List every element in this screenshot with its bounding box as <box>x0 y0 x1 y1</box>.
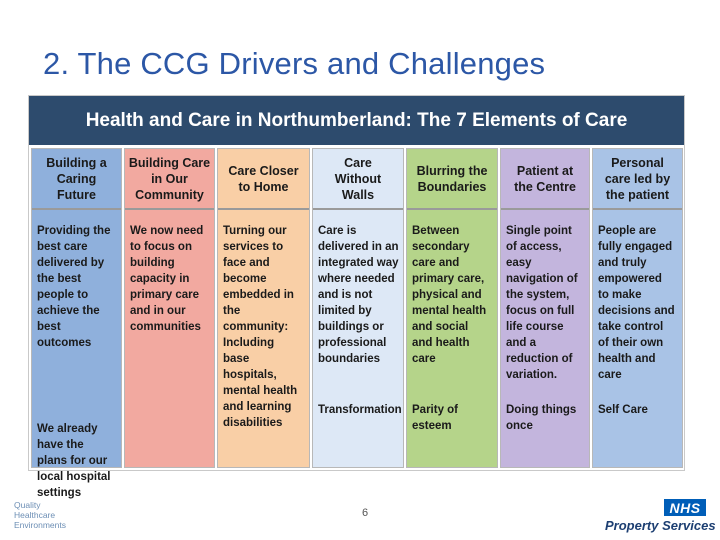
column-note: Self Care <box>598 404 648 416</box>
column-body: Providing the best care delivered by the best people to achieve the best outcomes <box>37 225 111 349</box>
column-building-care-in-our-community <box>124 148 215 468</box>
column-heading: Building Care in Our Community <box>125 149 214 210</box>
column-heading: Patient at the Centre <box>501 149 589 210</box>
table-header: Health and Care in Northumberland: The 7 Elements of Care <box>29 96 684 145</box>
column-body: Turning our services to face and become embedded in the community: Including base hospitals, mental health and learning disabilities <box>223 225 298 429</box>
column-heading: Care Closer to Home <box>218 149 309 210</box>
column-body: Care is delivered in an integrated way where needed and is not limited by buildings or professional boundaries <box>318 225 399 365</box>
slide-title: 2. The CCG Drivers and Challenges <box>43 46 546 81</box>
column-body: People are fully engaged and truly empowered to make decisions and take control of their own health and care <box>598 225 675 381</box>
column-personal-care-led-by-the-patient <box>592 148 683 468</box>
column-heading: Care Without Walls <box>313 149 403 210</box>
column-blurring-the-boundaries <box>406 148 498 468</box>
column-note: Transformation <box>318 404 402 416</box>
column-care-without-walls <box>312 148 404 468</box>
column-heading: Blurring the Boundaries <box>407 149 497 210</box>
column-care-closer-to-home <box>217 148 310 468</box>
column-building-a-caring-future <box>31 148 122 499</box>
column-heading: Personal care led by the patient <box>593 149 682 210</box>
column-note: Parity of esteem <box>412 404 459 432</box>
nhs-property-services-logo: Property Services <box>605 518 716 533</box>
nhs-logo: NHS <box>664 499 706 516</box>
elements-of-care-table <box>28 95 685 499</box>
column-note: We already have the plans for our local hospital settings <box>37 423 111 499</box>
column-body: Between secondary care and primary care, physical and mental health and social and health care <box>412 225 487 365</box>
column-patient-at-the-centre <box>500 148 590 468</box>
quality-healthcare-environments-logo: Quality Healthcare Environments <box>14 500 66 530</box>
column-body: Single point of access, easy navigation of the system, focus on full life course and a reduction of variation. <box>506 225 578 381</box>
column-body: We now need to focus on building capacity in primary care and in our communities <box>130 225 204 333</box>
page-number: 6 <box>362 507 369 519</box>
column-heading: Building a Caring Future <box>32 149 121 210</box>
column-note: Doing things once <box>506 404 577 432</box>
